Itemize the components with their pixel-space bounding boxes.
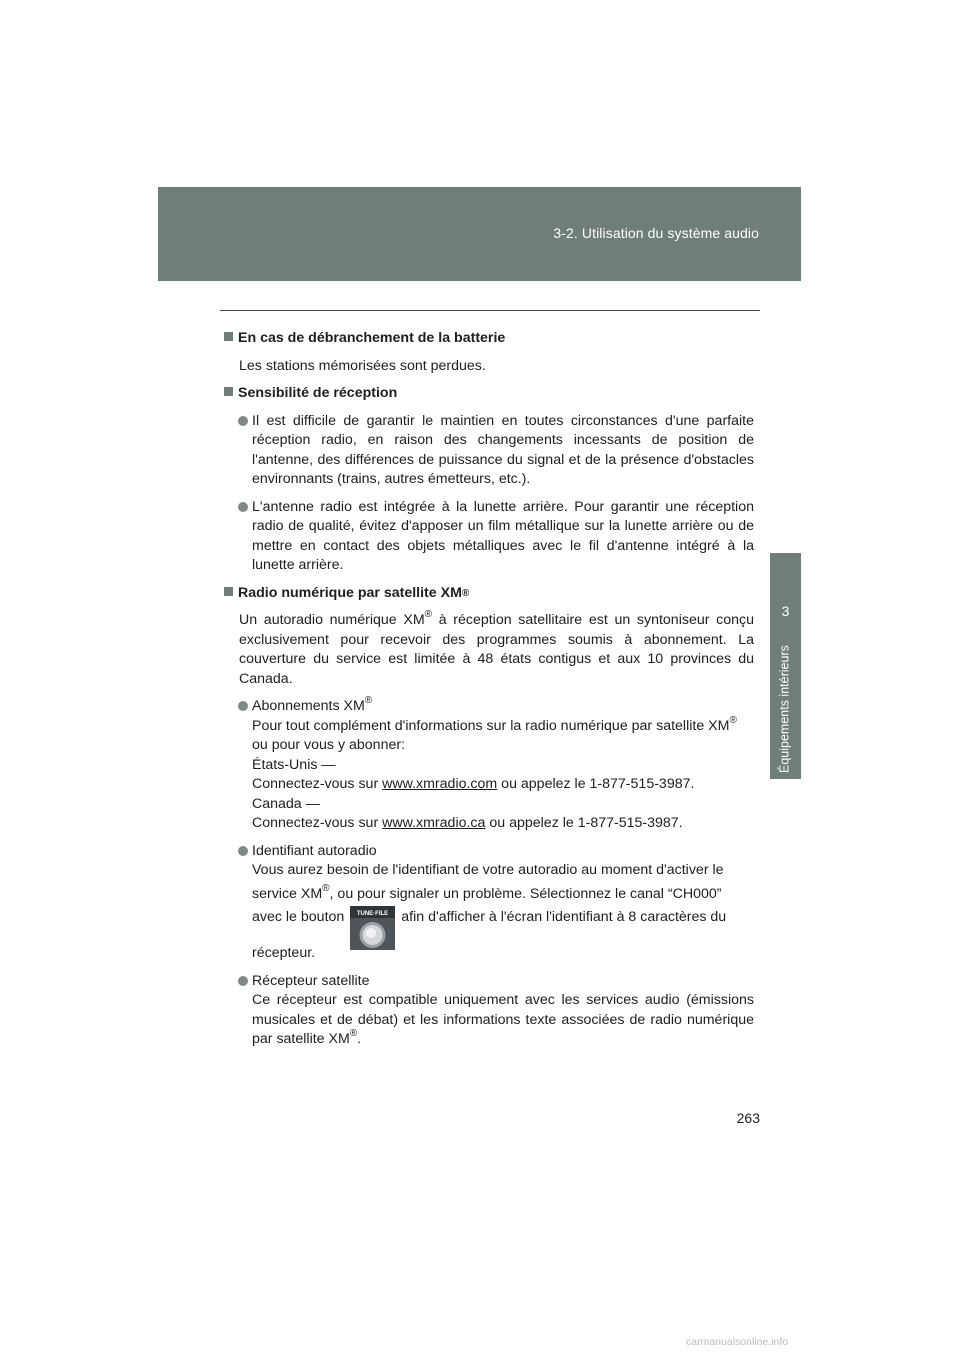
sensitivity-bullet-1: Il est difficile de garantir le maintien en toutes circonstances d'une parfaite réception radio, en raison des changements incessants de position de l'antenne, des différences de puissance du signal et de la présence d'obstacles environnants (trains, autres émetteurs, etc.). — [252, 412, 754, 490]
xmradio-ca-link[interactable]: www.xmradio.ca — [382, 815, 486, 831]
sensitivity-heading: Sensibilité de réception — [224, 384, 754, 404]
chapter-header-band — [158, 187, 801, 281]
xm-receiver: Récepteur satellite Ce récepteur est compatible uniquement avec les services audio (émissions musicales et de débat) et les informations texte associées de radio numérique par satellite XM®. — [252, 972, 754, 1050]
chapter-side-tab — [770, 553, 801, 779]
xm-radio-id: Identifiant autoradio Vous aurez besoin de l'identifiant de votre autoradio au moment d'activer le service XM®, ou pour signaler un problème. Sélectionnez le canal “CH000” avec le bouton TUNE·FILE afin d'afficher à l'écran l'identifiant à 8 caractères du récepteur. — [252, 842, 754, 964]
svg-text:TUNE·FILE: TUNE·FILE — [357, 911, 389, 917]
chapter-title: 3-2. Utilisation du système audio — [553, 225, 759, 241]
square-bullet-icon — [224, 387, 233, 396]
battery-heading: En cas de débranchement de la batterie — [224, 329, 754, 349]
watermark: carmanualsonline.info — [686, 1336, 789, 1348]
xm-intro: Un autoradio numérique XM® à réception satellitaire est un syntoniseur conçu exclusivement pour recevoir des programmes soumis à abonnement. La couverture du service est limitée à 48 états contigus et aux 10 provinces du Canada. — [239, 609, 754, 687]
square-bullet-icon — [224, 332, 233, 341]
tune-file-knob-icon — [350, 906, 395, 950]
page-content — [224, 329, 754, 1058]
battery-text: Les stations mémorisées sont perdues. — [239, 357, 486, 374]
page-number: 263 — [736, 1110, 760, 1126]
round-bullet-icon — [238, 846, 248, 856]
round-bullet-icon — [238, 976, 248, 986]
section-divider — [220, 310, 760, 311]
xm-subscriptions: Abonnements XM® Pour tout complément d'informations sur la radio numérique par satellite XM® ou pour vous y abonner: États-Unis — Connectez-vous sur www.xmradio.com ou appelez le 1-877-515-3987. Canada — Connectez-vous sur www.xmradio.ca ou appelez le 1-877-515-3987. — [252, 697, 754, 834]
round-bullet-icon — [238, 502, 248, 512]
round-bullet-icon — [238, 416, 248, 426]
chapter-label: Équipements intérieurs — [777, 645, 792, 773]
round-bullet-icon — [238, 701, 248, 711]
xmradio-com-link[interactable]: www.xmradio.com — [382, 776, 498, 792]
xm-heading: Radio numérique par satellite XM ® — [224, 584, 754, 604]
chapter-number: 3 — [781, 603, 790, 619]
square-bullet-icon — [224, 587, 233, 596]
sensitivity-bullet-2: L'antenne radio est intégrée à la lunette arrière. Pour garantir une réception radio de qualité, évitez d'apposer un film métallique sur la lunette arrière ou de mettre en contact des objets métalliques avec le fil d'antenne intégré à la lunette arrière. — [252, 498, 754, 576]
